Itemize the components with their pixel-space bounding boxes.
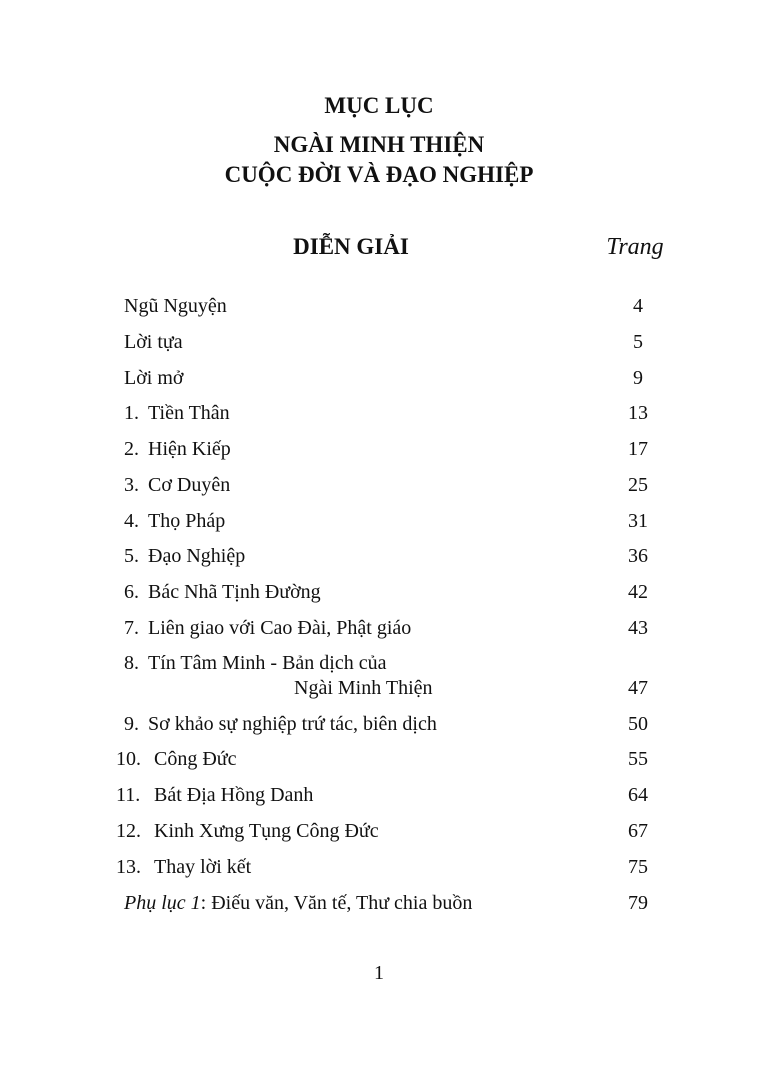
toc-entry-label: Bác Nhã Tịnh Đường — [148, 581, 321, 603]
toc-entry-label: Bát Địa Hồng Danh — [154, 784, 314, 806]
toc-entry-label: Đạo Nghiệp — [148, 545, 246, 567]
toc-entry-page: 36 — [628, 545, 648, 567]
toc-entry-number: 9. — [124, 713, 139, 735]
toc-entry-label: Lời mở — [124, 367, 184, 389]
toc-entry-number: 12. — [116, 820, 141, 842]
appendix-label: Phụ lục 1 — [124, 892, 201, 914]
toc-entry-page: 79 — [628, 892, 648, 914]
toc-entry-label: Ngũ Nguyện — [124, 295, 227, 317]
toc-entry-label: Liên giao với Cao Đài, Phật giáo — [148, 617, 412, 639]
toc-entry-number: 7. — [124, 617, 139, 639]
toc-entry-number: 13. — [116, 856, 141, 878]
toc-entry-label: Lời tựa — [124, 331, 183, 353]
toc-entry-label: Hiện Kiếp — [148, 438, 231, 460]
toc-entry-page: 55 — [628, 748, 648, 770]
toc-entry-label: Thay lời kết — [154, 856, 252, 878]
toc-entry-label: Tiền Thân — [148, 402, 230, 424]
toc-entry-label — [124, 891, 472, 916]
toc-entry-label: Tín Tâm Minh - Bản dịch của — [148, 652, 387, 674]
toc-entry-page: 4 — [633, 295, 643, 317]
toc-entry-page: 25 — [628, 474, 648, 496]
toc-entry-label: Thọ Pháp — [148, 510, 226, 532]
toc-entry-number: 4. — [124, 510, 139, 532]
toc-entry-page: 5 — [633, 331, 643, 353]
toc-entry-number: 2. — [124, 438, 139, 460]
column-header-page: Trang — [606, 234, 664, 260]
toc-entry-page: 67 — [628, 820, 648, 842]
toc-entry-page: 50 — [628, 713, 648, 735]
toc-entry-page: 31 — [628, 510, 648, 532]
toc-entry-number: 8. — [124, 652, 139, 674]
toc-entry-label: Cơ Duyên — [148, 474, 231, 496]
subtitle-line-2: CUỘC ĐỜI VÀ ĐẠO NGHIỆP — [224, 162, 534, 187]
toc-entry-label-line2: Ngài Minh Thiện — [294, 677, 433, 699]
toc-entry-page: 47 — [628, 677, 648, 699]
page-title: MỤC LỤC — [324, 93, 434, 118]
toc-entry-label: Kinh Xưng Tụng Công Đức — [154, 820, 379, 842]
subtitle-line-1: NGÀI MINH THIỆN — [273, 132, 485, 157]
toc-entry-number: 11. — [116, 784, 141, 806]
toc-entry-label: Công Đức — [154, 748, 237, 770]
toc-entry-page: 42 — [628, 581, 648, 603]
toc-entry-page: 17 — [628, 438, 648, 460]
appendix-title: : Điếu văn, Văn tế, Thư chia buồn — [200, 892, 473, 914]
toc-entry-number: 3. — [124, 474, 139, 496]
column-header-description: DIỄN GIẢI — [293, 234, 409, 259]
toc-entry-page: 9 — [633, 367, 643, 389]
toc-entry-page: 64 — [628, 784, 648, 806]
page-number: 1 — [374, 962, 384, 984]
toc-entry-label: Sơ khảo sự nghiệp trứ tác, biên dịch — [148, 713, 437, 735]
toc-entry-number: 6. — [124, 581, 139, 603]
toc-entry-page: 75 — [628, 856, 648, 878]
toc-entry-number: 1. — [124, 402, 139, 424]
toc-entry-number: 5. — [124, 545, 139, 567]
toc-entry-number: 10. — [116, 748, 141, 770]
toc-entry-page: 13 — [628, 402, 648, 424]
toc-entry-page: 43 — [628, 617, 648, 639]
